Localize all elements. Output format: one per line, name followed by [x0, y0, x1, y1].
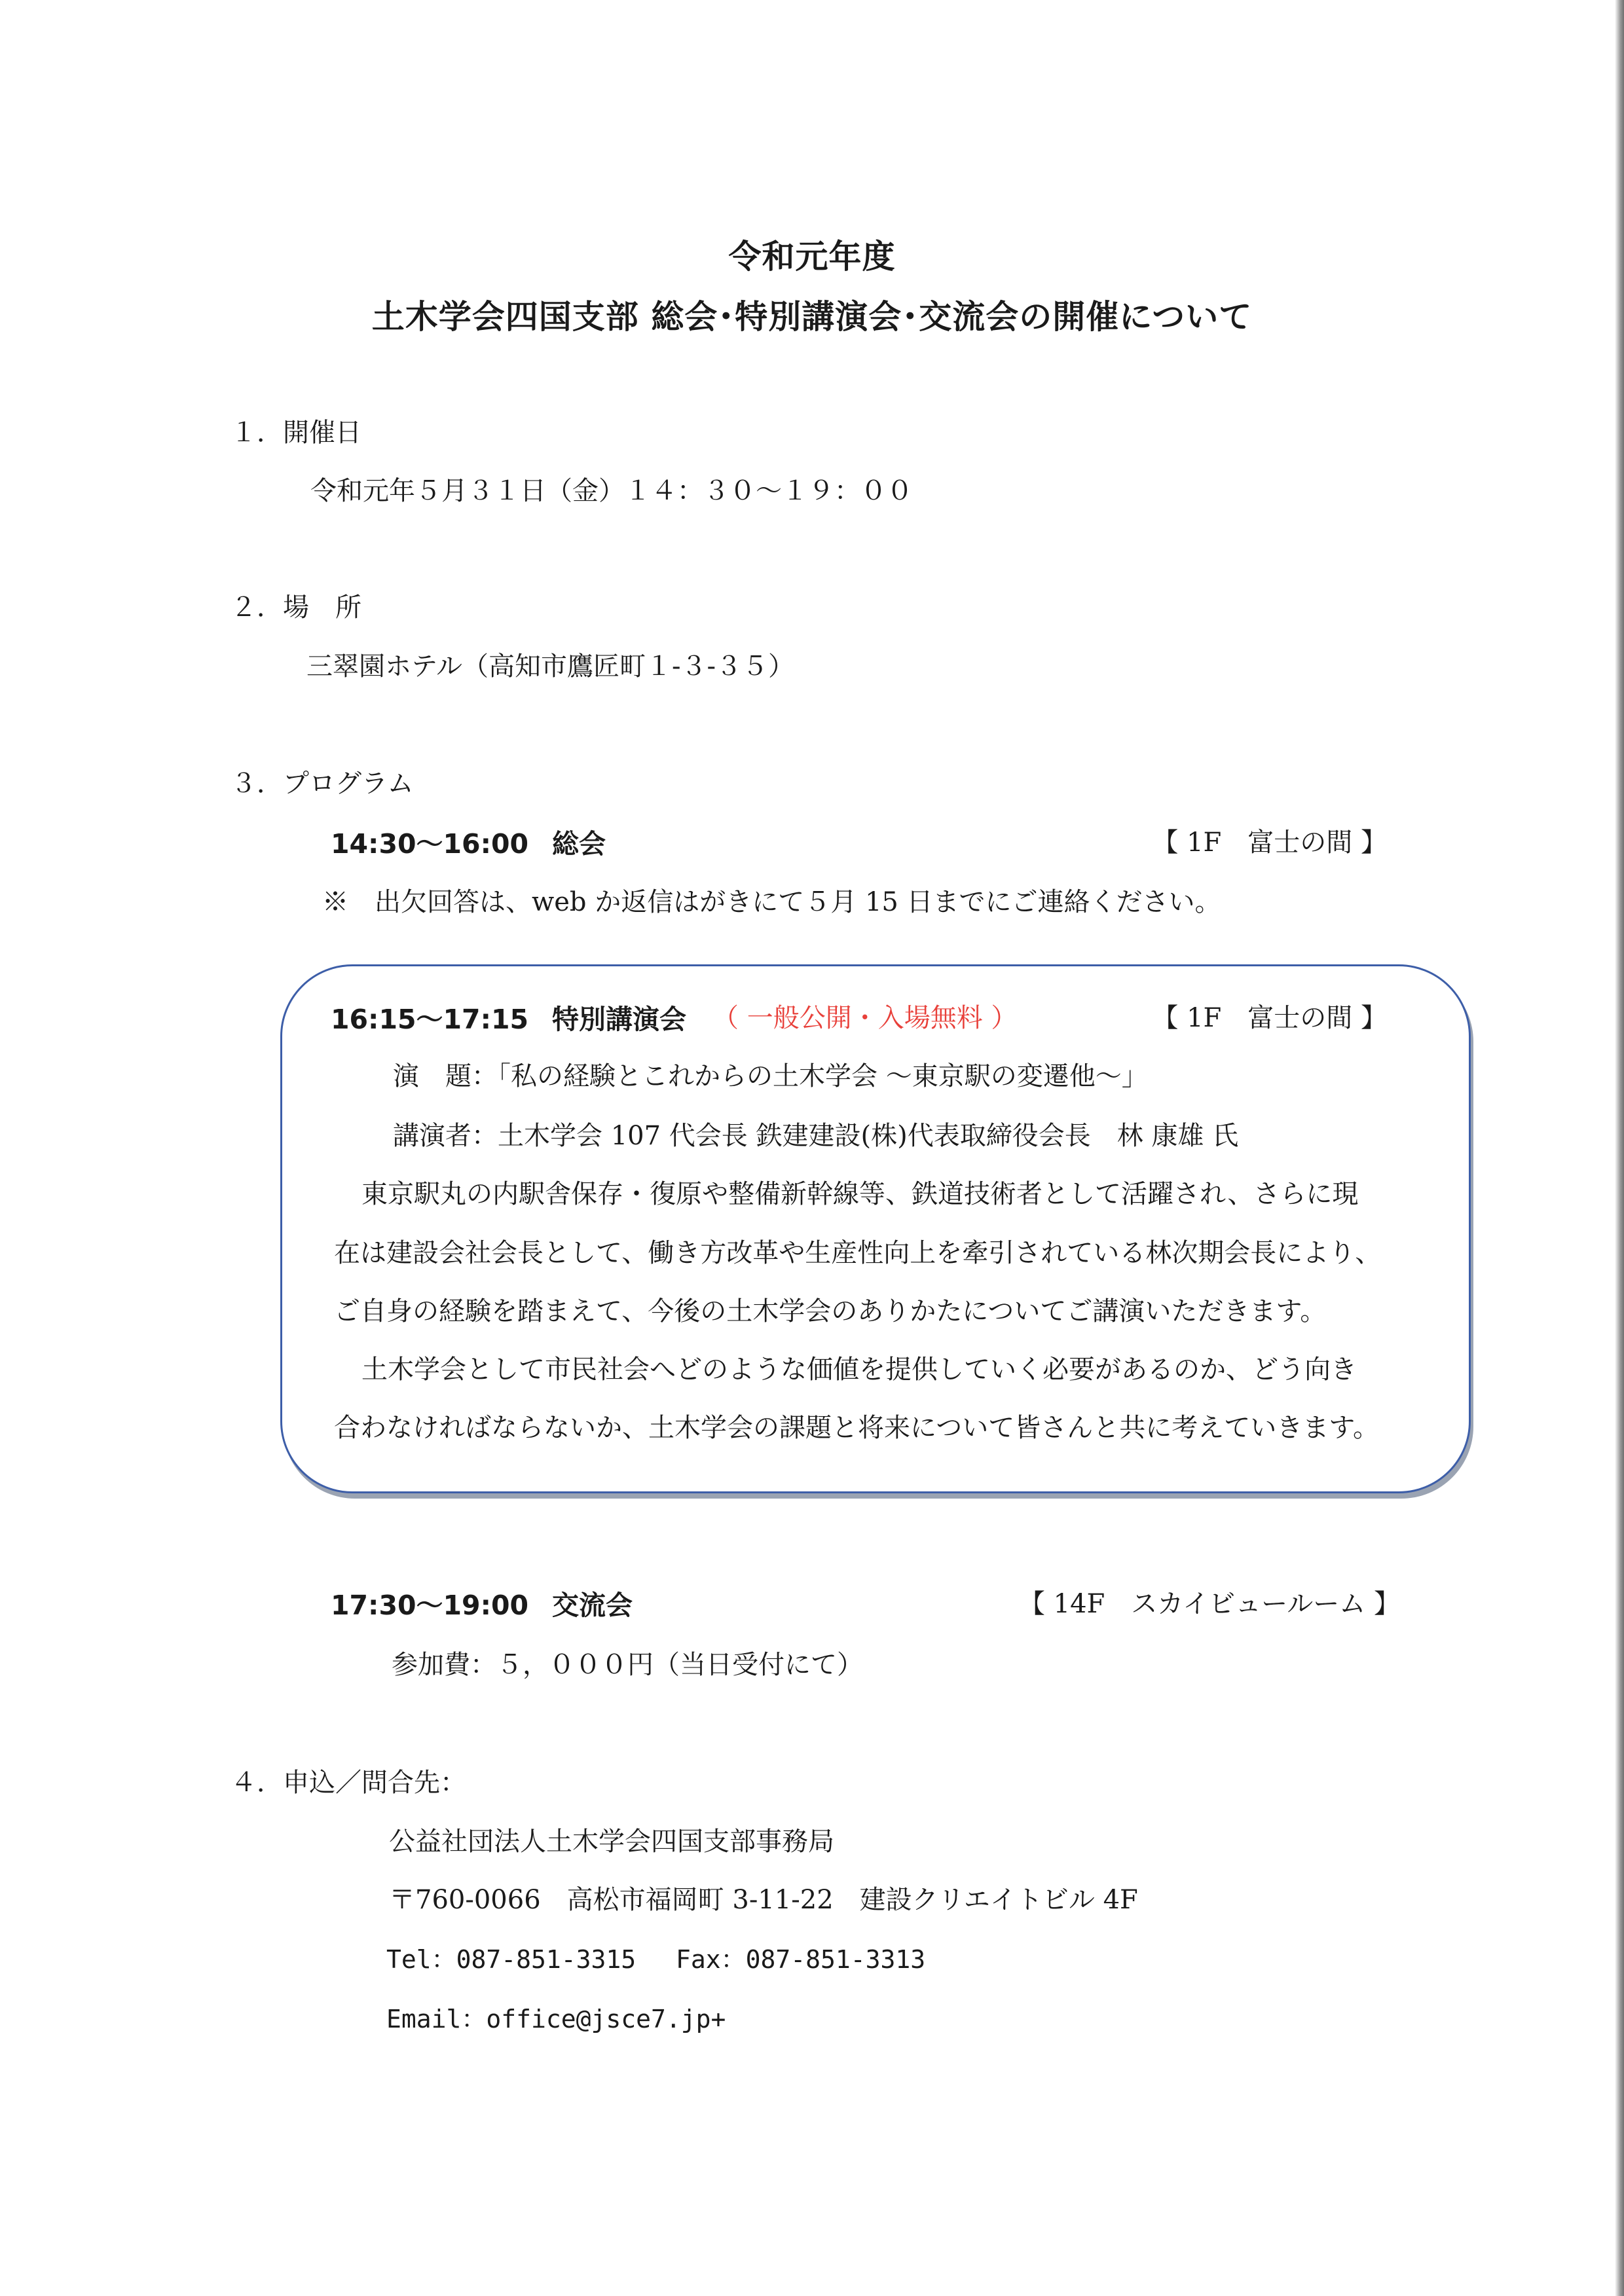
general-meeting-room: 【 1F 富士の間 】 — [1152, 828, 1387, 858]
title-main: 土木学会四国支部 総会･特別講演会･交流会の開催について — [371, 298, 1253, 336]
lecture-description-line: 合わなければならないか、土木学会の課題と将来について皆さんと共に考えていきます。 — [334, 1413, 1379, 1443]
contact-email: Email：office@jsce7.jp+ — [386, 2005, 726, 2033]
general-meeting-name: 総会 — [552, 828, 606, 860]
contact-tel: Tel：087-851-3315 — [386, 1945, 637, 1974]
section-venue-heading: ２．場 所 — [231, 592, 361, 623]
contact-fax: Fax：087-851-3313 — [676, 1945, 926, 1974]
page-edge — [1615, 0, 1624, 2296]
lecture-description-line: 在は建設会社会長として、働き方改革や生産性向上を牽引されている林次期会長により、 — [334, 1238, 1382, 1268]
section-date-value: 令和元年５月３１日（金）１４：３０～１９：００ — [310, 476, 913, 506]
general-meeting-note: ※ 出欠回答は、web か返信はがきにて５月 15 日までにご連絡ください。 — [322, 887, 1221, 917]
section-contact-heading: ４．申込／問合先： — [231, 1768, 466, 1798]
lecture-description-line: ご自身の経験を踏まえて、今後の土木学会のありかたについてご講演いただきます。 — [334, 1296, 1327, 1326]
reception-room: 【 14F スカイビュールーム 】 — [1018, 1589, 1400, 1619]
contact-address: 〒760-0066 高松市福岡町 3-11-22 建設クリエイトビル 4F — [389, 1885, 1138, 1915]
reception-time: 17:30～19:00 — [331, 1590, 529, 1621]
lecture-name: 特別講演会 — [552, 1004, 686, 1035]
lecture-room: 【 1F 富士の間 】 — [1152, 1003, 1387, 1033]
lecture-time: 16:15～17:15 — [331, 1004, 529, 1035]
general-meeting-time: 14:30～16:00 — [331, 828, 529, 860]
reception-fee: 参加費：５，０００円（当日受付にて） — [392, 1650, 863, 1680]
lecture-topic: 演 題：｢私の経験とこれからの土木学会 ～東京駅の変遷他～｣ — [393, 1061, 1135, 1091]
section-program-heading: ３．プログラム — [231, 769, 414, 799]
lecture-speaker: 講演者：土木学会 107 代会長 鉄建建設(株)代表取締役会長 林 康雄 氏 — [393, 1121, 1239, 1151]
contact-org: 公益社団法人土木学会四国支部事務局 — [389, 1827, 834, 1857]
section-date-heading: １．開催日 — [231, 418, 361, 448]
lecture-description-line: 土木学会として市民社会へどのような価値を提供していく必要があるのか、どう向き — [361, 1355, 1357, 1385]
title-year: 令和元年度 — [728, 238, 896, 276]
lecture-public-note: （ 一般公開・入場無料 ） — [712, 1003, 1018, 1033]
lecture-description-line: 東京駅丸の内駅舎保存・復原や整備新幹線等、鉄道技術者として活躍され、さらに現 — [361, 1179, 1359, 1209]
section-venue-value: 三翠園ホテル（高知市鷹匠町１-３-３５） — [306, 651, 795, 682]
reception-name: 交流会 — [552, 1590, 633, 1621]
